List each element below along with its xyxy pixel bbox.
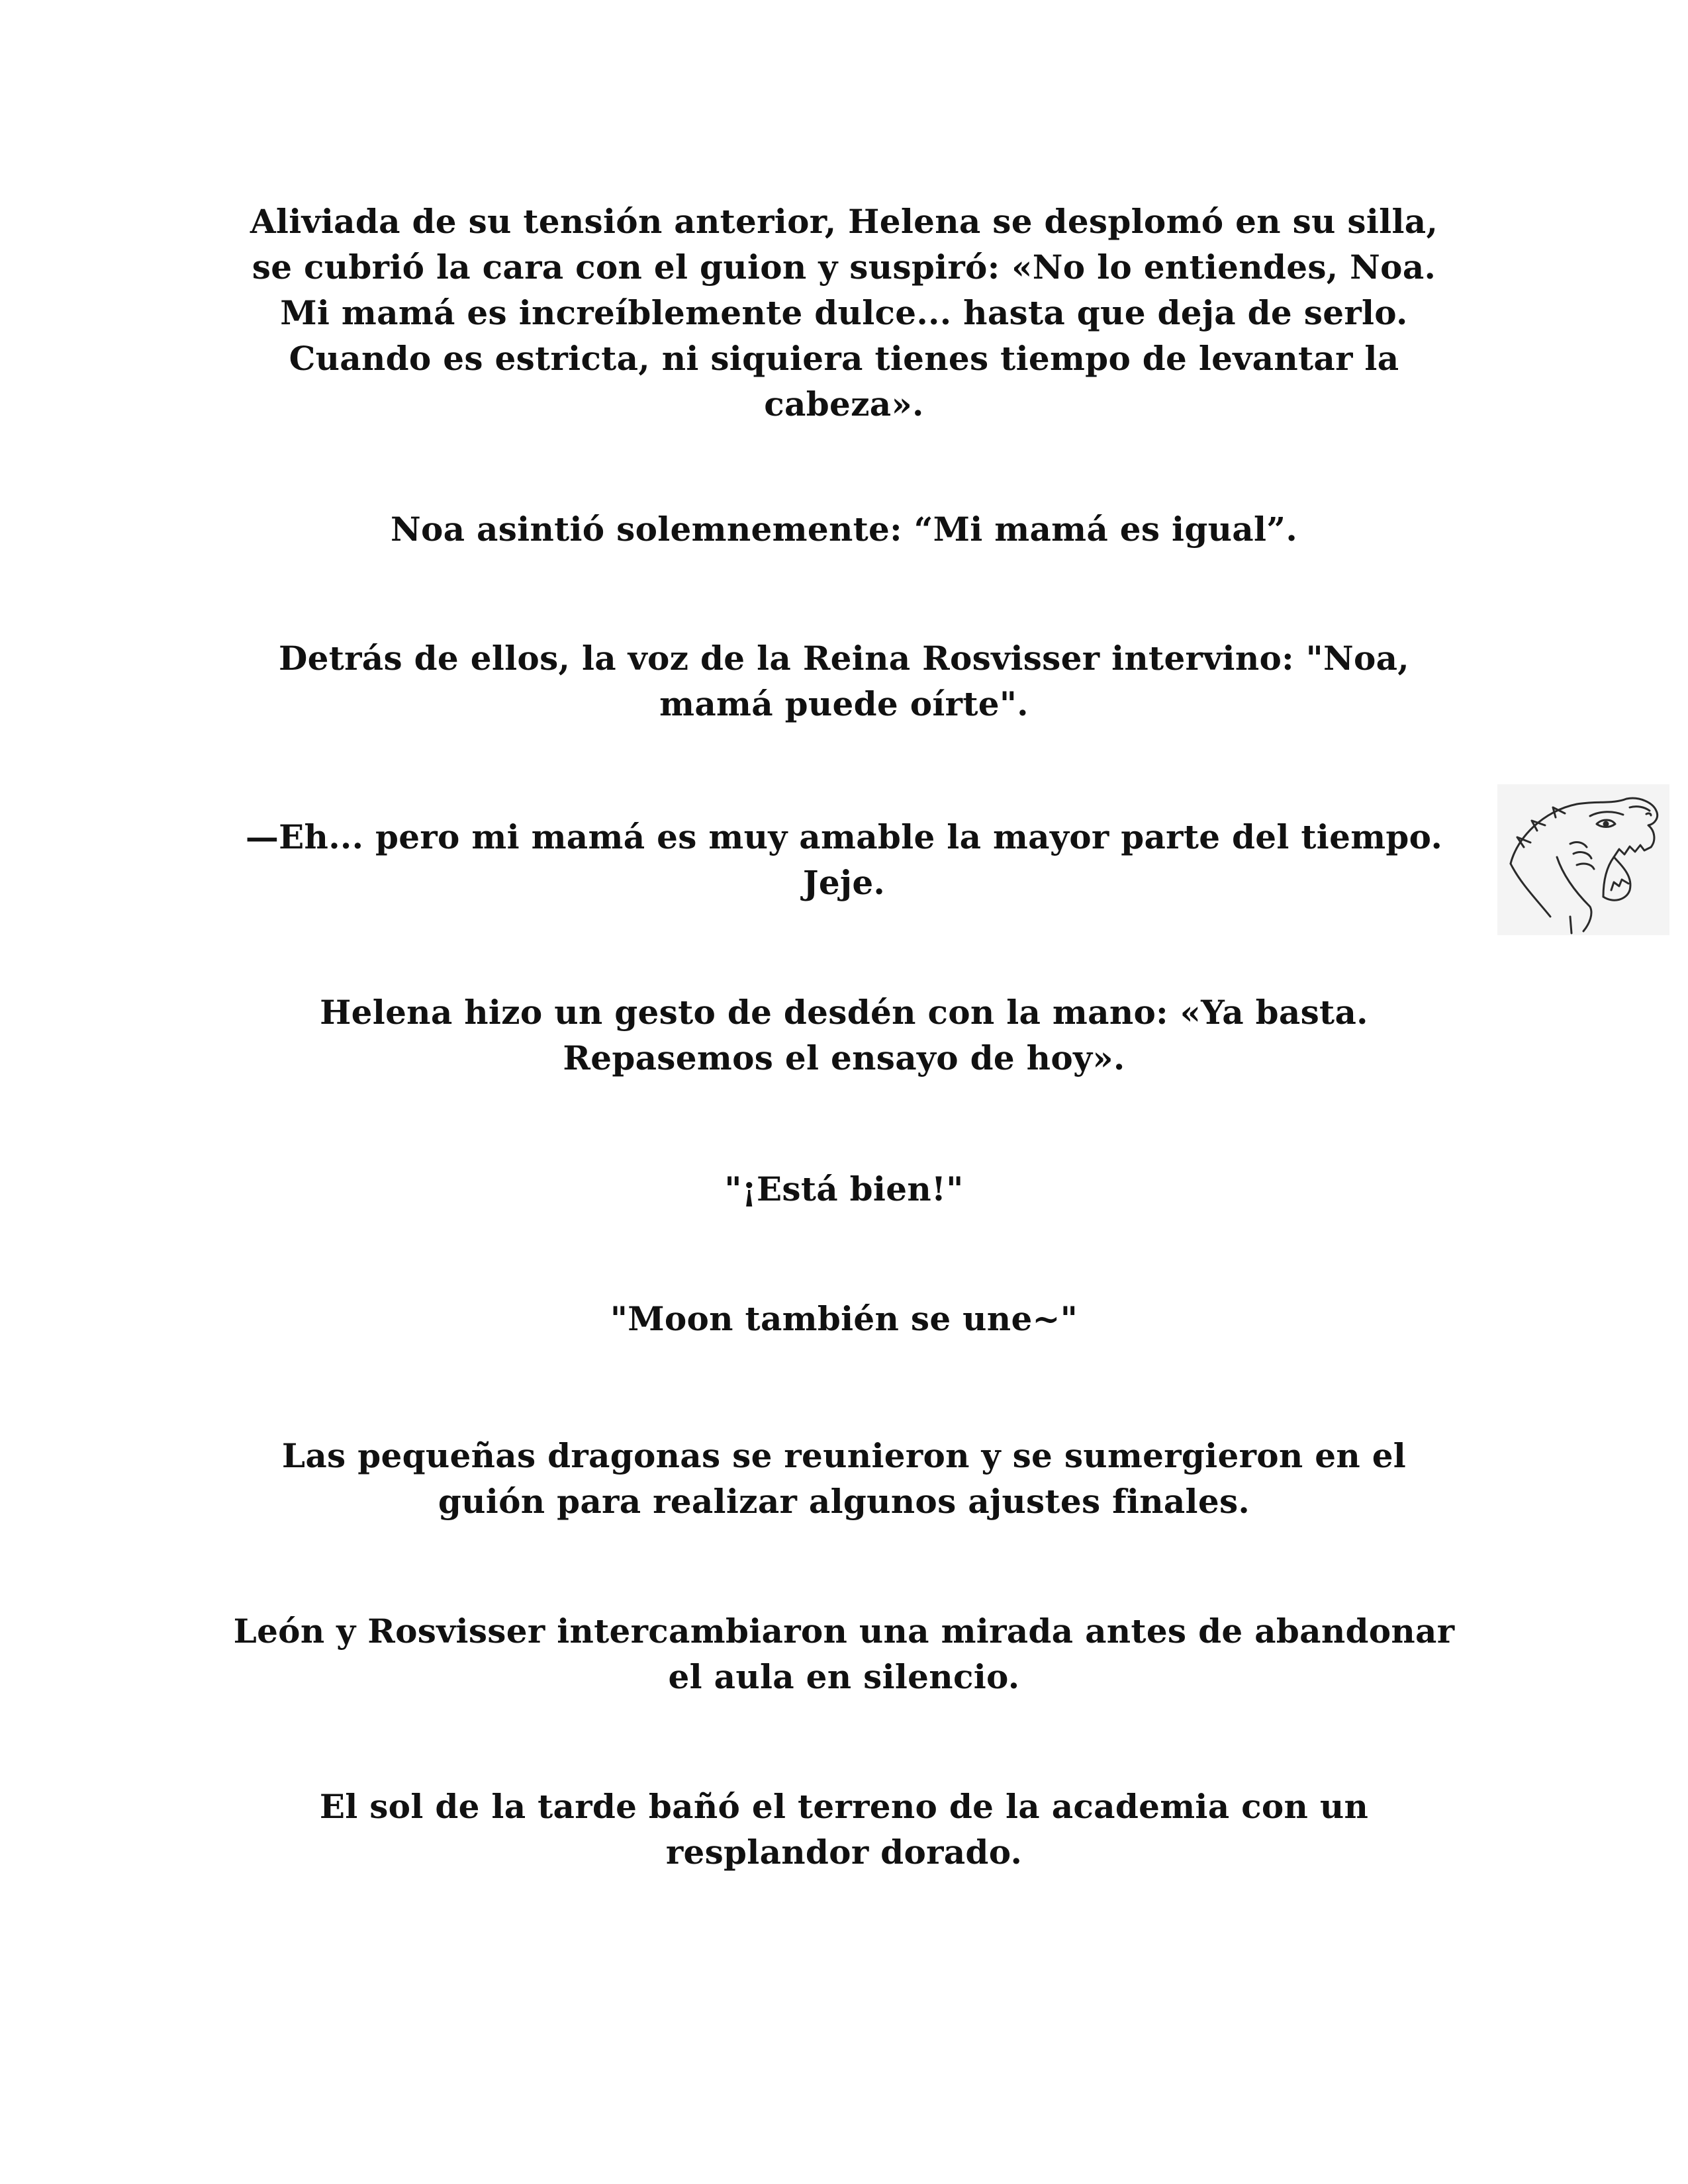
paragraph-4: —Eh... pero mi mamá es muy amable la mayor parte del tiempo. Jeje. [245,817,1443,902]
paragraph-10: El sol de la tarde bañó el terreno de la academia con un resplandor dorado. [319,1787,1369,1872]
paragraph-7: "Moon también se une~" [610,1299,1078,1338]
paragraph-3: Detrás de ellos, la voz de la Reina Rosvisser intervino: "Noa, mamá puede oírte". [278,639,1410,723]
paragraph-6: "¡Está bien!" [724,1169,964,1208]
dragon-head-sketch-icon [1497,784,1669,935]
paragraph-1: Aliviada de su tensión anterior, Helena se desplomó en su silla, se cubrió la cara con el guion y suspiró: «No lo entiendes, Noa. Mi mamá es increíblemente dulce... hasta que deja de serlo. Cuando es estricta, ni siquiera tienes tiempo de levantar la cabeza». [250,202,1438,424]
paragraph-2: Noa asintió solemnemente: “Mi mamá es igual”. [390,510,1298,549]
paragraph-9: León y Rosvisser intercambiaron una mirada antes de abandonar el aula en silencio. [233,1612,1455,1696]
paragraph-8: Las pequeñas dragonas se reunieron y se sumergieron en el guión para realizar algunos ajustes finales. [281,1436,1407,1521]
paragraph-5: Helena hizo un gesto de desdén con la mano: «Ya basta. Repasemos el ensayo de hoy». [320,993,1368,1077]
